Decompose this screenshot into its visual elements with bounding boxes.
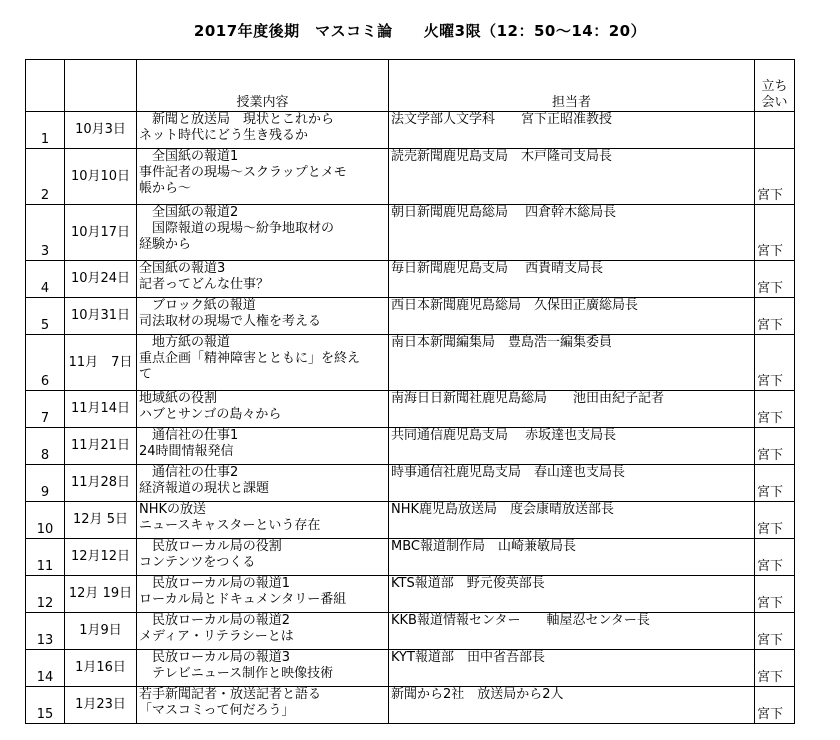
- table-row: [26, 613, 795, 650]
- content-line: コンテンツをつくる: [139, 555, 256, 570]
- row-person: 西日本新聞鹿児島総局 久保田正廣総局長: [389, 298, 755, 335]
- content-line: 全国紙の報道3: [139, 261, 226, 276]
- row-content: [137, 298, 389, 335]
- content-line: テレビニュース制作と映像技術: [139, 666, 334, 681]
- row-person: NHK鹿児島放送局 度会康晴放送部長: [389, 502, 755, 539]
- row-date: 1月9日: [65, 613, 137, 650]
- table-row: [26, 205, 795, 261]
- content-line: 通信社の仕事2: [139, 465, 239, 480]
- row-date: 12月 5日: [65, 502, 137, 539]
- row-number: 8: [26, 428, 65, 465]
- content-line: 通信社の仕事1: [139, 428, 239, 443]
- row-person: KTS報道部 野元俊英部長: [389, 576, 755, 613]
- row-person: 南日本新聞編集局 豊島浩一編集委員: [389, 335, 755, 391]
- content-line: 新聞と放送局 現状とこれから: [139, 112, 335, 127]
- page-title: 2017年度後期 マスコミ論 火曜3限（12：50～14：20）: [193, 22, 647, 40]
- schedule-table: [25, 59, 795, 724]
- row-number: 15: [26, 687, 65, 724]
- table-row: [26, 539, 795, 576]
- table-row: [26, 261, 795, 298]
- row-staff: 宮下: [755, 205, 795, 261]
- content-line: 司法取材の現場で人権を考える: [139, 314, 322, 329]
- header-content: 授業内容: [137, 60, 389, 112]
- row-number: 7: [26, 391, 65, 428]
- row-content: [137, 539, 389, 576]
- content-line: 経済報道の現状と課題: [139, 481, 270, 496]
- row-content: [137, 687, 389, 724]
- content-line: 民放ローカル局の役割: [139, 539, 282, 554]
- row-staff: 宮下: [755, 687, 795, 724]
- row-number: 13: [26, 613, 65, 650]
- row-person: KYT報道部 田中省吾部長: [389, 650, 755, 687]
- row-staff: 宮下: [755, 576, 795, 613]
- row-number: 9: [26, 465, 65, 502]
- row-content: [137, 428, 389, 465]
- table-row: [26, 650, 795, 687]
- header-person: 担当者: [389, 60, 755, 112]
- row-content: [137, 502, 389, 539]
- row-number: 10: [26, 502, 65, 539]
- row-person: 南海日日新聞社鹿児島総局 池田由紀子記者: [389, 391, 755, 428]
- content-line: 重点企画「精神障害とともに」を終え: [139, 351, 361, 366]
- row-number: 5: [26, 298, 65, 335]
- row-date: 11月28日: [65, 465, 137, 502]
- row-date: 11月 7日: [65, 335, 137, 391]
- content-line: メディア・リテラシーとは: [139, 629, 294, 644]
- content-line: ブロック紙の報道: [139, 298, 256, 313]
- row-content: [137, 261, 389, 298]
- row-person: 時事通信社鹿児島支局 春山達也支局長: [389, 465, 755, 502]
- content-line: 24時間情報発信: [139, 444, 234, 459]
- row-staff: 宮下: [755, 428, 795, 465]
- content-line: 国際報道の現場～紛争地取材の: [139, 221, 335, 236]
- row-date: 12月 19日: [65, 576, 137, 613]
- content-line: 地域紙の役割: [139, 391, 218, 406]
- table-row: [26, 502, 795, 539]
- row-content: [137, 465, 389, 502]
- row-number: 3: [26, 205, 65, 261]
- content-line: ネット時代にどう生き残るか: [139, 128, 309, 143]
- row-number: 1: [26, 112, 65, 149]
- table-row: [26, 298, 795, 335]
- table-row: [26, 112, 795, 149]
- row-staff: [755, 112, 795, 149]
- row-date: 10月31日: [65, 298, 137, 335]
- content-line: 地方紙の報道: [139, 335, 231, 350]
- row-date: 12月12日: [65, 539, 137, 576]
- content-line: 若手新聞記者・放送記者と語る: [139, 687, 322, 702]
- row-number: 14: [26, 650, 65, 687]
- row-person: 共同通信鹿児島支局 赤坂達也支局長: [389, 428, 755, 465]
- table-row: [26, 465, 795, 502]
- row-date: 11月14日: [65, 391, 137, 428]
- content-line: NHKの放送: [139, 502, 207, 517]
- content-line: 帳から～: [139, 181, 192, 196]
- row-date: 10月3日: [65, 112, 137, 149]
- row-content: [137, 149, 389, 205]
- row-person: KKB報道情報センター 軸屋忍センター長: [389, 613, 755, 650]
- row-number: 11: [26, 539, 65, 576]
- row-content: [137, 613, 389, 650]
- content-line: 経験から: [139, 237, 192, 252]
- row-content: [137, 112, 389, 149]
- header-row: [26, 60, 795, 112]
- content-line: 民放ローカル局の報道1: [139, 576, 291, 591]
- row-staff: 宮下: [755, 650, 795, 687]
- table-row: [26, 576, 795, 613]
- table-row: [26, 335, 795, 391]
- row-content: [137, 650, 389, 687]
- row-person: 法文学部人文学科 宮下正昭准教授: [389, 112, 755, 149]
- content-line: ローカル局とドキュメンタリー番組: [139, 592, 347, 607]
- row-number: 4: [26, 261, 65, 298]
- table-row: [26, 391, 795, 428]
- row-date: 10月24日: [65, 261, 137, 298]
- row-person: 毎日新聞鹿児島支局 西貴晴支局長: [389, 261, 755, 298]
- row-staff: 宮下: [755, 613, 795, 650]
- row-staff: 宮下: [755, 539, 795, 576]
- row-staff: 宮下: [755, 261, 795, 298]
- row-date: 10月17日: [65, 205, 137, 261]
- row-number: 2: [26, 149, 65, 205]
- row-date: 10月10日: [65, 149, 137, 205]
- row-staff: 宮下: [755, 298, 795, 335]
- content-line: 民放ローカル局の報道3: [139, 650, 291, 665]
- header-staff: 立ち会い: [755, 60, 795, 112]
- content-line: 全国紙の報道1: [139, 149, 239, 164]
- row-content: [137, 335, 389, 391]
- header-number: [26, 60, 65, 112]
- row-person: 朝日新聞鹿児島総局 四倉幹木総局長: [389, 205, 755, 261]
- row-date: 11月21日: [65, 428, 137, 465]
- row-content: [137, 576, 389, 613]
- row-staff: 宮下: [755, 391, 795, 428]
- row-person: 新聞から2社 放送局から2人: [389, 687, 755, 724]
- row-staff: 宮下: [755, 335, 795, 391]
- header-date: [65, 60, 137, 112]
- content-line: 事件記者の現場～スクラップとメモ: [139, 165, 347, 180]
- content-line: 「マスコミって何だろう」: [139, 703, 295, 718]
- row-date: 1月23日: [65, 687, 137, 724]
- content-line: 民放ローカル局の報道2: [139, 613, 291, 628]
- row-staff: 宮下: [755, 149, 795, 205]
- row-staff: 宮下: [755, 502, 795, 539]
- table-row: [26, 149, 795, 205]
- row-staff: 宮下: [755, 465, 795, 502]
- row-date: 1月16日: [65, 650, 137, 687]
- content-line: ニュースキャスターという存在: [139, 518, 321, 533]
- row-number: 12: [26, 576, 65, 613]
- table-row: [26, 428, 795, 465]
- table-row: [26, 687, 795, 724]
- content-line: て: [139, 367, 153, 382]
- row-content: [137, 205, 389, 261]
- content-line: 記者ってどんな仕事？: [139, 277, 270, 292]
- row-person: 読売新聞鹿児島支局 木戸隆司支局長: [389, 149, 755, 205]
- row-content: [137, 391, 389, 428]
- row-person: MBC報道制作局 山崎兼敏局長: [389, 539, 755, 576]
- content-line: 全国紙の報道2: [139, 205, 239, 220]
- content-line: ハブとサンゴの島々から: [139, 407, 282, 422]
- row-number: 6: [26, 335, 65, 391]
